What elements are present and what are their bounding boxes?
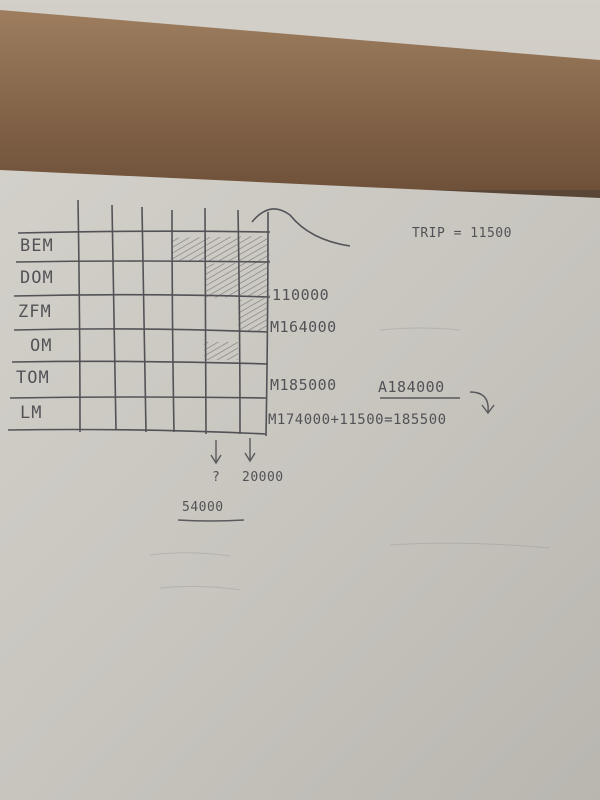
row-label-lm: LM (20, 403, 43, 423)
trip-note: TRIP = 11500 (412, 226, 512, 241)
arrow-right-value: 20000 (242, 470, 284, 485)
row-label-dom: DOM (20, 268, 54, 288)
hatched-area-bem (172, 236, 270, 262)
hatched-area-om (204, 342, 238, 360)
total-under-note: 54000 (182, 500, 224, 515)
row-label-tom: TOM (16, 368, 50, 388)
row-label-zfm: ZFM (18, 302, 52, 322)
tom-value-note: M185000 (270, 376, 337, 394)
row-label-om: OM (30, 336, 53, 356)
row-label-bem: BEM (20, 236, 54, 256)
hatched-area-dom (205, 262, 270, 298)
arrow-left-value: ? (212, 470, 221, 485)
tom-a-value-note: A184000 (378, 378, 445, 396)
hatched-area-zfm (238, 298, 268, 332)
zfm-value-note: M164000 (270, 318, 337, 336)
paper-sheet (0, 170, 600, 800)
dom-value-note: 110000 (272, 286, 330, 304)
lm-calc-note: M174000+11500=185500 (268, 412, 447, 428)
